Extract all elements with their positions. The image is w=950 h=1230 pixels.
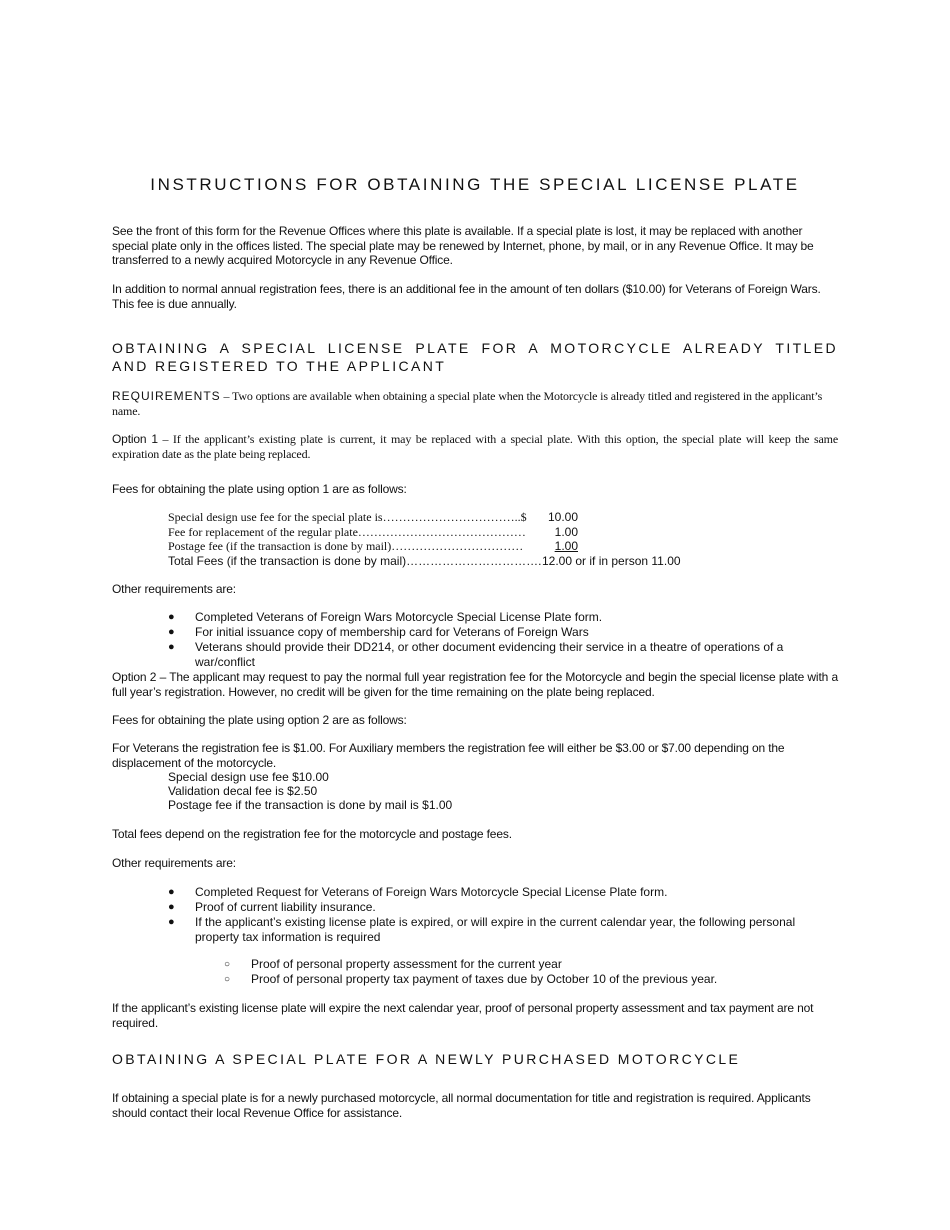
list-item: ● For initial issuance copy of membership card for Veterans of Foreign Wars [168, 625, 589, 639]
page-title: INSTRUCTIONS FOR OBTAINING THE SPECIAL LICENSE PLATE [150, 175, 800, 194]
bullet-icon: ● [168, 886, 175, 898]
fee-description: Total Fees (if the transaction is done by mail)……………………………. [168, 553, 542, 568]
fee-amount: 1.00 [554, 524, 578, 539]
option-1-fee-table [168, 510, 728, 568]
requirements-list-2 [168, 885, 838, 945]
option-2-paragraph [112, 670, 838, 699]
option-2-text: – The applicant may request to pay the normal full year registration fee for the Motorcycle and begin the special license plate with a full year’s registration. However, no credit will be given for the time remaining on the plate being replaced. [112, 670, 838, 699]
option-1-paragraph [112, 432, 838, 461]
other-requirements-label-1: Other requirements are: [112, 582, 236, 596]
list-item: ● Completed Request for Veterans of Foreign Wars Motorcycle Special License Plate form. [168, 885, 668, 899]
fee-description: Special design use fee for the special plate is……………………………..$ [168, 510, 527, 524]
list-item: ● Proof of current liability insurance. [168, 900, 376, 914]
fee-row [168, 525, 728, 540]
list-item: ○ Proof of personal property assessment for the current year [224, 957, 562, 971]
veterans-fee-paragraph: For Veterans the registration fee is $1.00. For Auxiliary members the registration fee will either be $3.00 or $7.00 depending on the displacement of the motorcycle. [112, 741, 785, 770]
list-item: ● Veterans should provide their DD214, or other document evidencing their service in a theatre of operations of a war/conflict [168, 640, 784, 669]
sub-requirements-list [224, 957, 824, 987]
requirements-label: REQUIREMENTS [112, 389, 221, 403]
fee-amount: 10.00 [547, 510, 578, 524]
list-item: ● Completed Veterans of Foreign Wars Motorcycle Special License Plate form. [168, 610, 603, 624]
requirements-text: – Two options are available when obtaining a special plate when the Motorcycle is already titled and registered in the applicant’s name. [112, 389, 823, 418]
list-item: Postage fee if the transaction is done by mail is $1.00 [168, 798, 453, 812]
requirements-paragraph [112, 389, 838, 418]
next-year-paragraph: If the applicant’s existing license plate will expire the next calendar year, proof of personal property assessment and tax payment are not required. [112, 1001, 814, 1030]
option-2-fee-list [168, 770, 452, 812]
circle-bullet-icon: ○ [224, 959, 231, 970]
bullet-icon: ● [168, 626, 175, 638]
list-item: Special design use fee $10.00 [168, 770, 329, 784]
section-heading-titled-registered: OBTAINING A SPECIAL LICENSE PLATE FOR A MOTORCYCLE ALREADY TITLED AND REGISTERED TO THE APPLICANT [112, 340, 838, 374]
fee-description: Fee for replacement of the regular plate…………………………………… [168, 524, 526, 539]
list-item: ○ Proof of personal property tax payment of taxes due by October 10 of the previous year. [224, 972, 718, 986]
list-item: ● If the applicant’s existing license plate is expired, or will expire in the current calendar year, the following personal property tax information is required [168, 915, 796, 944]
fees-intro-option-2: Fees for obtaining the plate using option 2 are as follows: [112, 713, 407, 727]
fee-row [168, 539, 728, 554]
section-heading-new-purchase: OBTAINING A SPECIAL PLATE FOR A NEWLY PURCHASED MOTORCYCLE [112, 1051, 741, 1067]
list-item: Validation decal fee is $2.50 [168, 784, 318, 798]
bullet-icon: ● [168, 901, 175, 913]
circle-bullet-icon: ○ [224, 974, 231, 985]
option-1-label: Option 1 [112, 432, 158, 446]
intro-paragraph-2: In addition to normal annual registration fees, there is an additional fee in the amount of ten dollars ($10.00) for Veterans of Foreign Wars. This fee is due annually. [112, 282, 821, 311]
fee-row [168, 510, 728, 525]
fee-amount: 1.00 [554, 539, 578, 553]
intro-paragraph-1: See the front of this form for the Revenue Offices where this plate is available. If a special plate is lost, it may be replaced with another special plate only in the offices listed. The special plate may be renewed by Internet, phone, by mail, or in any Revenue Office. It may be transferred to a newly acquired Motorcycle in any Revenue Office. [112, 224, 814, 267]
total-fees-paragraph: Total fees depend on the registration fee for the motorcycle and postage fees. [112, 827, 512, 841]
bullet-icon: ● [168, 611, 175, 623]
new-purchase-paragraph: If obtaining a special plate is for a newly purchased motorcycle, all normal documentation for title and registration is required. Applicants should contact their local Revenue Office for assistance. [112, 1091, 811, 1120]
requirements-list-1 [168, 610, 838, 670]
option-2-label: Option 2 [112, 670, 157, 684]
option-1-text: – If the applicant’s existing plate is current, it may be replaced with a special plate. With this option, the special plate will keep the same expiration date as the plate being replaced. [112, 432, 838, 461]
fees-intro-option-1: Fees for obtaining the plate using option 1 are as follows: [112, 482, 407, 496]
fee-description: Postage fee (if the transaction is done by mail)…………………………… [168, 539, 524, 553]
fee-row-total [168, 554, 728, 569]
bullet-icon: ● [168, 916, 175, 928]
bullet-icon: ● [168, 641, 175, 653]
other-requirements-label-2: Other requirements are: [112, 856, 236, 870]
fee-amount: 12.00 or if in person 11.00 [542, 553, 681, 568]
